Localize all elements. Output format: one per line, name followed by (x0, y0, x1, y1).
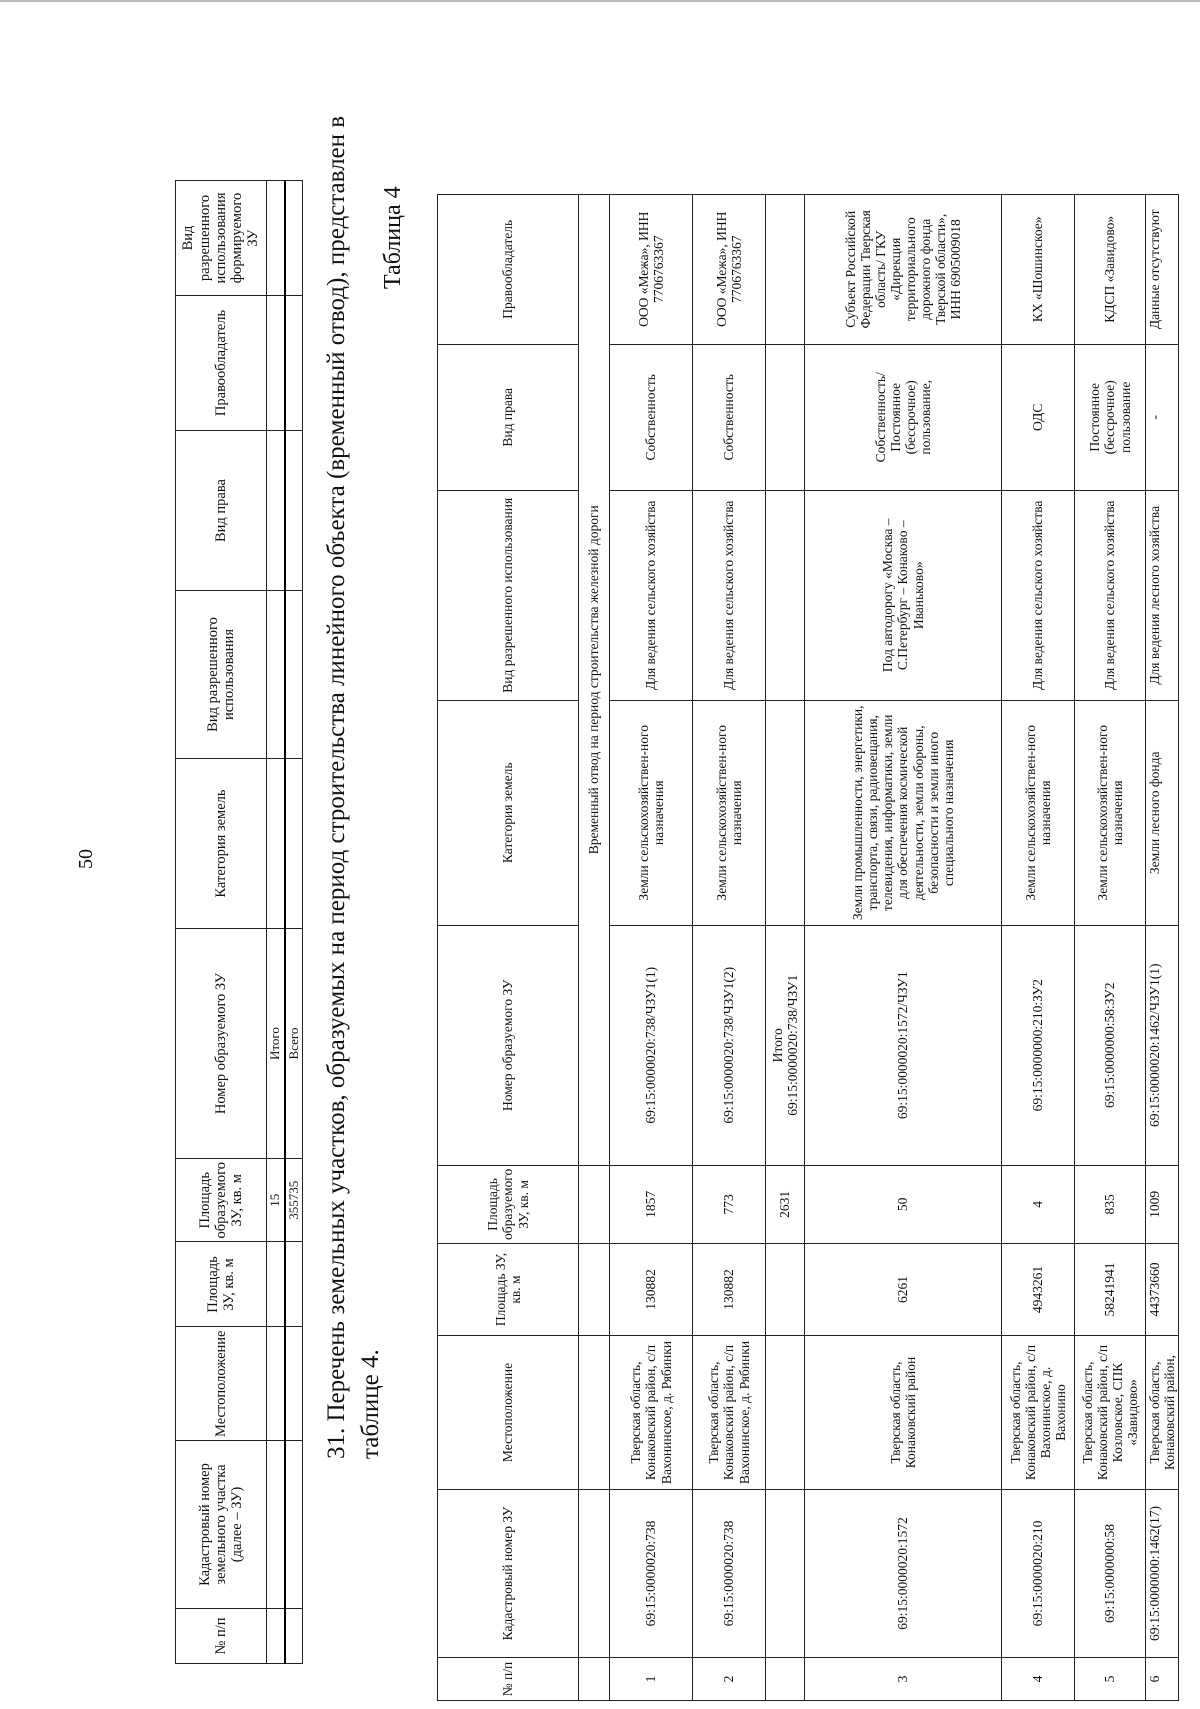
table-row (1075, 194, 1146, 1700)
cell-area: 4943261 (1002, 1244, 1075, 1336)
cell-number-formed: 69:15:0000000:210:ЗУ2 (1002, 925, 1075, 1165)
total-row (285, 181, 303, 1664)
cell-cadastral: 69:15:0000000:1462(17) (1146, 1490, 1179, 1658)
col-header-right-type: Вид права (438, 344, 579, 490)
cell-owner: Данные отсутствуют (1146, 194, 1179, 344)
table-row (693, 194, 766, 1700)
col-header-permitted-use: Вид разрешенного использования (176, 591, 267, 759)
table-4-header-row (438, 194, 579, 1700)
col-header-cadastral: Кадастровый номер земельного участка (далее – ЗУ) (176, 1441, 267, 1609)
cell-num: 2 (693, 1658, 766, 1701)
col-header-area: Площадь ЗУ, кв. м (438, 1244, 579, 1336)
cell-category: Земли промышленности, энергетики, транспорта, связи, радиовещания, телевидения, информатики, земли для обеспечения космической деятельности, земли обороны, безопасности и земли иного специального назначения (805, 700, 1002, 925)
col-header-category: Категория земель (176, 759, 267, 929)
cell-area-formed: 835 (1075, 1165, 1146, 1243)
table-3-header-row (176, 181, 267, 1664)
cell-number-formed: 69:15:0000020:738/ЧЗУ1(2) (693, 925, 766, 1165)
cell-area: 44373660 (1146, 1244, 1179, 1336)
cell-area: 130882 (693, 1244, 766, 1336)
cell-number-formed: 69:15:0000020:1572/ЧЗУ1 (805, 925, 1002, 1165)
cell-permitted-use: Для ведения лесного хозяйства (1146, 490, 1179, 700)
cell-location: Тверская область, Конаковский район, с/п Вахонинское, д. Вахонино (1002, 1336, 1075, 1490)
cell-category: Земли сельскохозяйствен-ного назначения (693, 700, 766, 925)
col-header-area: Площадь ЗУ, кв. м (176, 1242, 267, 1327)
cell-owner: ООО «Межа», ИНН 7706763367 (610, 194, 693, 344)
table-row (1002, 194, 1075, 1700)
cell-cadastral: 69:15:0000000:58 (1075, 1490, 1146, 1658)
col-header-owner: Правообладатель (438, 194, 579, 344)
cell-number-formed: 69:15:0000020:738/ЧЗУ1(1) (610, 925, 693, 1165)
cell-permitted-use: Для ведения сельского хозяйства (693, 490, 766, 700)
cell-category: Земли сельскохозяйствен-ного назначения (1075, 700, 1146, 925)
cell-cadastral: 69:15:0000020:1572 (805, 1490, 1002, 1658)
cell-num: 3 (805, 1658, 1002, 1701)
cell-area-formed: 1857 (610, 1165, 693, 1243)
total-label: Всего (285, 929, 303, 1159)
cell-right-type: Собственность (610, 344, 693, 490)
cell-location: Тверская область, Конаковский район, (1146, 1336, 1179, 1490)
total-value: 355735 (285, 1159, 303, 1242)
subtotal-number: 69:15:0000020:738/ЧЗУ1 (785, 974, 800, 1116)
cell-right-type: - (1146, 344, 1179, 490)
cell-owner: Субъект Российской Федерации Тверская область/ ГКУ «Дирекция территориального дорожного фонда Тверской области», ИНН 6905009018 (805, 194, 1002, 344)
col-header-permitted-use-formed: Вид разрешенного использования формируемого ЗУ (176, 181, 267, 296)
page-number: 50 (75, 849, 97, 869)
cell-right-type: Собственность (693, 344, 766, 490)
cell-right-type: Постоянное (бессрочное) пользование (1075, 344, 1146, 490)
subtotal-row (267, 181, 285, 1664)
col-header-right-type: Вид права (176, 431, 267, 591)
col-header-num: № п/п (438, 1658, 579, 1701)
col-header-category: Категория земель (438, 700, 579, 925)
col-header-num: № п/п (176, 1609, 267, 1664)
cell-category: Земли сельскохозяйствен-ного назначения (1002, 700, 1075, 925)
cell-location: Тверская область, Конаковский район (805, 1336, 1002, 1490)
col-header-number-formed: Номер образуемого ЗУ (438, 925, 579, 1165)
cell-num: 1 (610, 1658, 693, 1701)
cell-area: 6261 (805, 1244, 1002, 1336)
table-row (1146, 194, 1179, 1700)
cell-num: 6 (1146, 1658, 1179, 1701)
cell-permitted-use: Для ведения сельского хозяйства (1075, 490, 1146, 700)
col-header-cadastral: Кадастровый номер ЗУ (438, 1490, 579, 1658)
cell-right-type: ОДС (1002, 344, 1075, 490)
cell-subtotal-area: 2631 (766, 1165, 805, 1243)
col-header-location: Местоположение (438, 1336, 579, 1490)
col-header-area-formed: Площадь образуемого ЗУ, кв. м (176, 1159, 267, 1242)
subtotal-label: Итого (267, 929, 285, 1159)
cell-owner: КХ «Шошинское» (1002, 194, 1075, 344)
subtotal-value: 15 (267, 1159, 285, 1242)
cell-owner: ООО «Межа», ИНН 7706763367 (693, 194, 766, 344)
col-header-location: Местоположение (176, 1327, 267, 1441)
cell-right-type: Собственность/ Постоянное (бессрочное) пользование, (805, 344, 1002, 490)
cell-num: 4 (1002, 1658, 1075, 1701)
cell-area-formed: 1009 (1146, 1165, 1179, 1243)
section-row (579, 194, 610, 1700)
cell-area: 58241941 (1075, 1244, 1146, 1336)
cell-cadastral: 69:15:0000020:210 (1002, 1490, 1075, 1658)
cell-area-formed: 50 (805, 1165, 1002, 1243)
col-header-number-formed: Номер образуемого ЗУ (176, 929, 267, 1159)
cell-permitted-use: Под автодорогу «Москва – С.Петербург – Конаково – Иваньково» (805, 490, 1002, 700)
cell-cadastral: 69:15:0000020:738 (610, 1490, 693, 1658)
col-header-permitted-use: Вид разрешенного использования (438, 490, 579, 700)
cell-permitted-use: Для ведения сельского хозяйства (1002, 490, 1075, 700)
cell-category: Земли сельскохозяйствен-ного назначения (610, 700, 693, 925)
table-3-continuation (175, 180, 303, 1664)
cell-number-formed: 69:15:0000020:1462/ЧЗУ1(1) (1146, 925, 1179, 1165)
section-title: Временный отвод на период строительства железной дороги (579, 194, 610, 1165)
cell-location: Тверская область, Конаковский район, с/п Козловское, СПК «Завидово» (1075, 1336, 1146, 1490)
cell-category: Земли лесного фонда (1146, 700, 1179, 925)
subtotal-label: Итого (769, 1028, 785, 1063)
table-row (610, 194, 693, 1700)
cell-subtotal (766, 925, 805, 1165)
table-row (805, 194, 1002, 1700)
table-4-title: Таблица 4 (380, 186, 406, 289)
subtotal-row (766, 194, 805, 1700)
cell-number-formed: 69:15:0000000:58:ЗУ2 (1075, 925, 1146, 1165)
cell-owner: КДСП «Завидово» (1075, 194, 1146, 344)
col-header-area-formed: Площадь образуемого ЗУ, кв. м (438, 1165, 579, 1243)
cell-location: Тверская область, Конаковский район, с/п Вахонинское, д. Рябинки (610, 1336, 693, 1490)
cell-area-formed: 773 (693, 1165, 766, 1243)
cell-cadastral: 69:15:0000020:738 (693, 1490, 766, 1658)
cell-area: 130882 (610, 1244, 693, 1336)
col-header-owner: Правообладатель (176, 296, 267, 431)
cell-num: 5 (1075, 1658, 1146, 1701)
cell-location: Тверская область, Конаковский район, с/п Вахонинское, д. Рябинки (693, 1336, 766, 1490)
cell-permitted-use: Для ведения сельского хозяйства (610, 490, 693, 700)
section-heading: 31. Перечень земельных участков, образуемых на период строительства линейного объекта (временный отвод), представлен в таблице 4. (323, 115, 384, 1459)
table-4 (437, 194, 1179, 1701)
cell-area-formed: 4 (1002, 1165, 1075, 1243)
